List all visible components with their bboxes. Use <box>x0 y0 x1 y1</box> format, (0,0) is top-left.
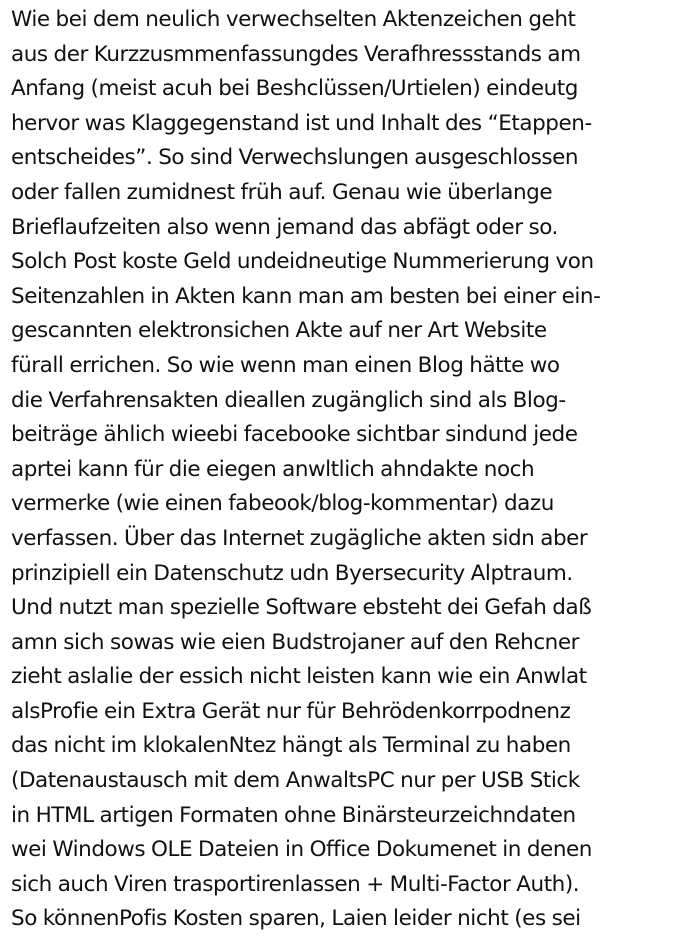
text-line: Anfang (meist acuh bei Beshclüssen/Urtielen) eindeutg <box>11 76 578 102</box>
text-line: zieht aslalie der essich nicht leisten kann wie ein Anwlat <box>11 664 587 690</box>
text-line: beiträge ählich wieebi facebooke sichtbar sindund jede <box>11 422 578 448</box>
text-line: in HTML artigen Formaten ohne Binärsteurzeichndaten <box>11 802 576 828</box>
text-line: Brieflaufzeiten also wenn jemand das abfägt oder so. <box>11 214 558 240</box>
text-line: wei Windows OLE Dateien in Office Dokumenet in denen <box>11 837 592 863</box>
text-line: Solch Post koste Geld undeidneutige Nummerierung von <box>11 249 594 275</box>
text-line: prinzipiell ein Datenschutz udn Byersecurity Alptraum. <box>11 560 573 586</box>
text-line: So könnenPofis Kosten sparen, Laien leider nicht (es sei <box>11 906 581 932</box>
text-line: verfassen. Über das Internet zugägliche akten sidn aber <box>11 525 588 551</box>
text-line: aus der Kurzzusmmenfassungdes Verafhressstands am <box>11 41 581 67</box>
text-line: alsProfie ein Extra Gerät nur für Behrödenkorrpodnenz <box>11 698 571 724</box>
text-line: sich auch Viren trasportirenlassen + Multi-Factor Auth). <box>11 871 580 897</box>
text-line: Wie bei dem neulich verwechselten Aktenzeichen geht <box>11 7 576 32</box>
text-line: Seitenzahlen in Akten kann man am besten bei einer ein- <box>11 283 601 309</box>
text-line: aprtei kann für die eiegen anwltlich ahndakte noch <box>11 456 535 482</box>
text-line: (Datenaustausch mit dem AnwaltsPC nur per USB Stick <box>11 768 580 794</box>
body-text <box>11 3 683 937</box>
text-line: oder fallen zumidnest früh auf. Genau wie überlange <box>11 179 553 205</box>
text-line: fürall errichen. So wie wenn man einen Blog hätte wo <box>11 352 560 378</box>
text-line: entscheides”. So sind Verwechslungen ausgeschlossen <box>11 145 579 171</box>
text-line: hervor was Klaggegenstand ist und Inhalt des “Etappen- <box>11 110 592 136</box>
text-line: das nicht im klokalenNtez hängt als Terminal zu haben <box>11 733 571 759</box>
text-line: vermerke (wie einen fabeook/blog-kommentar) dazu <box>11 491 554 517</box>
text-line: die Verfahrensakten dieallen zugänglich sind als Blog- <box>11 387 566 413</box>
text-line: amn sich sowas wie eien Budstrojaner auf den Rehcner <box>11 629 580 655</box>
text-line: Und nutzt man speziellе Software ebsteht dei Gefah daß <box>11 595 592 621</box>
text-line: gescannten elektronsichen Akte auf ner Art Website <box>11 318 547 344</box>
